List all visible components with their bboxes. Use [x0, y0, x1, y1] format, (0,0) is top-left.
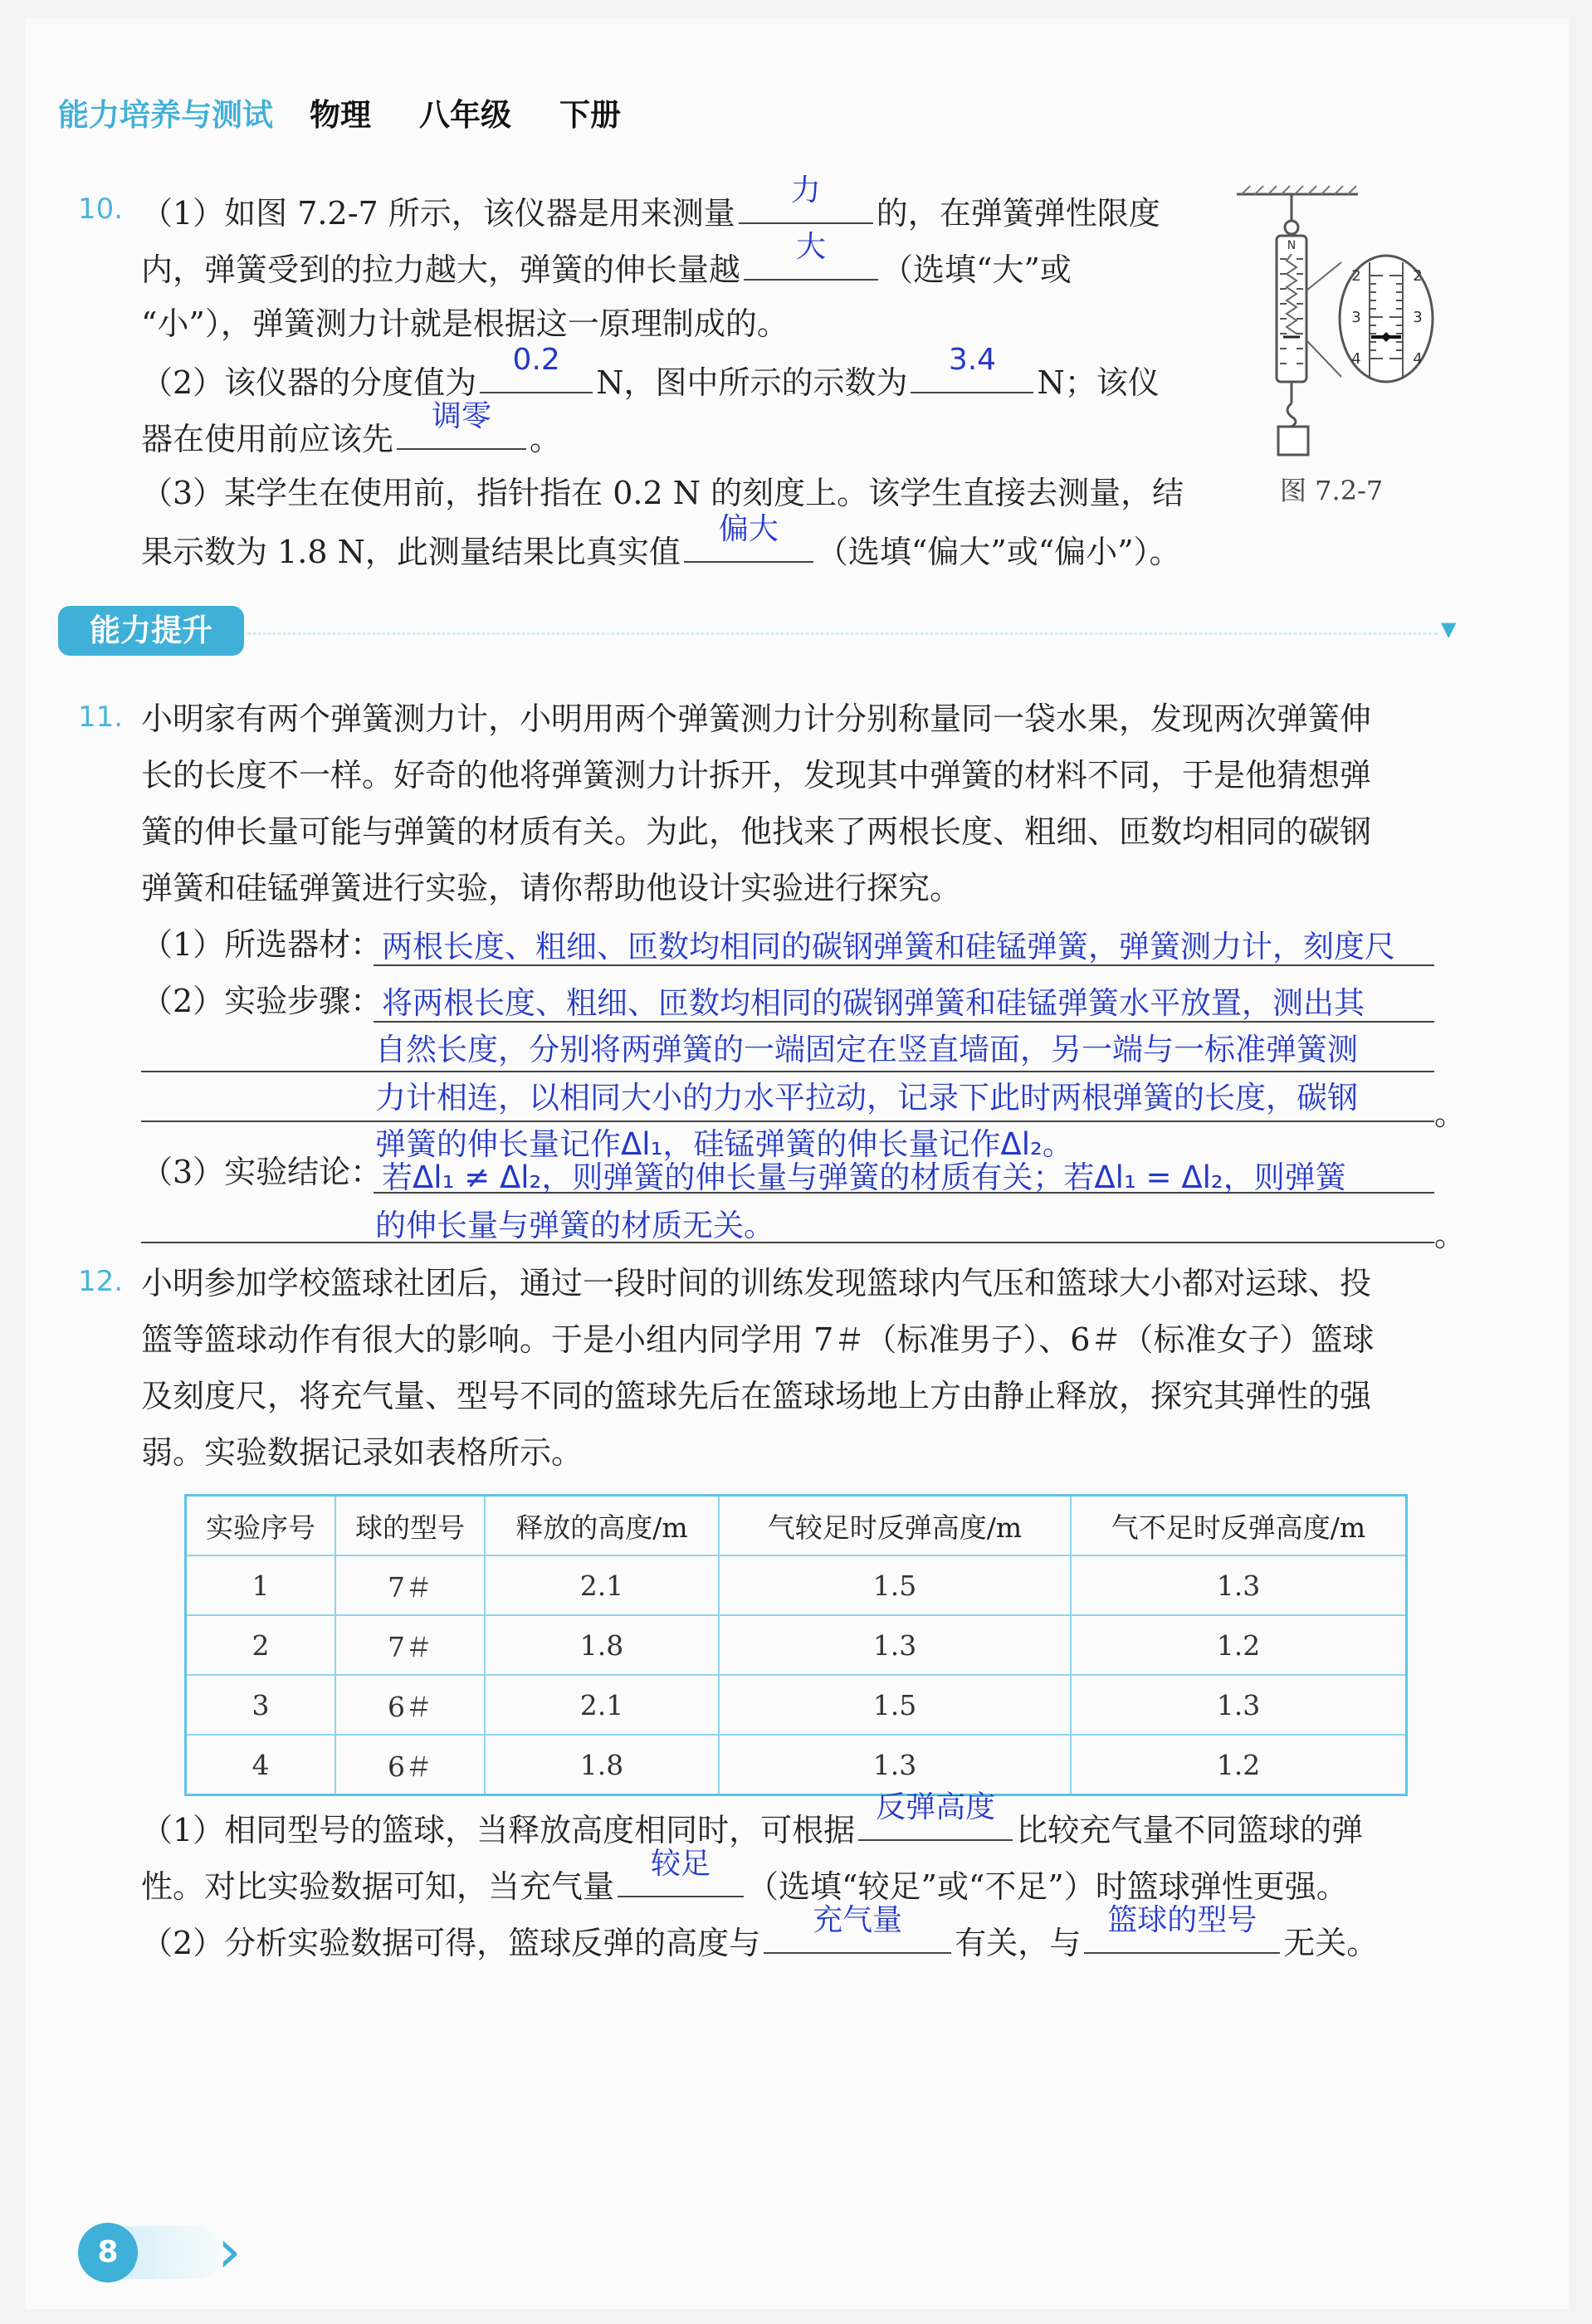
table-row — [186, 1735, 1407, 1795]
handwritten-answer: 若Δl₁ ≠ Δl₂，则弹簧的伸长量与弹簧的材质有关；若Δl₁ = Δl₂，则弹簧 — [382, 1160, 1346, 1195]
answer-blank[interactable] — [1084, 1903, 1280, 1954]
table-header-row — [186, 1496, 1407, 1556]
q10-line-1: （1）如图 7.2-7 所示，该仪器是用来测量 力 的，在弹簧弹性限度 — [141, 184, 1160, 240]
table-cell: 1.2 — [1071, 1615, 1407, 1675]
table-cell: 1.3 — [719, 1735, 1071, 1795]
svg-text:2: 2 — [1413, 267, 1423, 285]
period-mark: 。 — [1434, 1217, 1467, 1253]
column-header: 实验序号 — [186, 1496, 336, 1556]
table-cell: 6＃ — [335, 1675, 485, 1735]
table-cell: 1.3 — [1071, 1555, 1407, 1615]
question-number: 10. — [78, 193, 124, 226]
table-cell: 4 — [186, 1735, 336, 1795]
table-cell: 1.8 — [485, 1615, 719, 1675]
answer-blank[interactable] — [397, 399, 526, 450]
volume-label: 下册 — [559, 97, 621, 133]
handwritten-answer: 篮球的型号 — [1107, 1903, 1257, 1937]
period-mark: 。 — [1434, 1096, 1467, 1132]
handwritten-answer: 自然长度，分别将两弹簧的一端固定在竖直墙面，另一端与一标准弹簧测 — [375, 1032, 1358, 1067]
q10-line-5: 器在使用前应该先 调零 。 — [141, 410, 561, 466]
handwritten-answer: 较足 — [651, 1847, 711, 1881]
answer-blank[interactable] — [911, 343, 1033, 393]
table-cell: 1.3 — [719, 1615, 1071, 1675]
q10-line-6: （3）某学生在使用前，指针指在 0.2 N 的刻度上。该学生直接去测量，结 — [141, 475, 1184, 511]
section-divider — [247, 632, 1438, 635]
figure-caption: 图 7.2-7 — [1280, 475, 1384, 506]
answer-blank[interactable] — [744, 230, 878, 281]
section-title: 能力提升 — [58, 606, 244, 656]
answer-blank[interactable] — [480, 343, 593, 393]
q10-line-2: 内，弹簧受到的拉力越大，弹簧的伸长量越 大 （选填“大”或 — [141, 241, 1072, 296]
answer-line — [141, 1242, 1434, 1243]
handwritten-answer: 3.4 — [948, 343, 997, 377]
q12-sub-line-2: 性。对比实验数据可知，当充气量 较足 （选填“较足”或“不足”）时篮球弹性更强。 — [141, 1858, 1348, 1913]
column-header: 气不足时反弹高度/m — [1071, 1496, 1407, 1556]
q12-sub-line-3: （2）分析实验数据可得，篮球反弹的高度与 充气量 有关，与 篮球的型号 无关。 — [141, 1914, 1378, 1970]
triangle-down-icon: ▼ — [1441, 618, 1457, 641]
table-cell: 3 — [186, 1675, 336, 1735]
q10-line-7: 果示数为 1.8 N，此测量结果比真实值 偏大 （选填“偏大”或“偏小”）。 — [141, 523, 1181, 579]
answer-blank[interactable] — [764, 1903, 951, 1954]
q11-label-steps: （2）实验步骤： — [141, 983, 383, 1019]
handwritten-answer: 弹簧的伸长量记作Δl₁，硅锰弹簧的伸长量记作Δl₂。 — [375, 1126, 1073, 1162]
table-row — [186, 1555, 1407, 1615]
answer-blank[interactable] — [618, 1847, 744, 1897]
q11-para-line: 簧的伸长量可能与弹簧的材质有关。为此，他找来了两根长度、粗细、匝数均相同的碳钢 — [141, 813, 1372, 850]
handwritten-answer: 两根长度、粗细、匝数均相同的碳钢弹簧和硅锰弹簧，弹簧测力计，刻度尺 — [382, 929, 1395, 964]
table-cell: 6＃ — [335, 1735, 485, 1795]
column-header: 气较足时反弹高度/m — [719, 1496, 1071, 1556]
q12-para-line: 及刻度尺，将充气量、型号不同的篮球先后在篮球场地上方由静止释放，探究其弹性的强 — [141, 1378, 1372, 1414]
svg-text:3: 3 — [1413, 309, 1423, 326]
table-cell: 1.8 — [485, 1735, 719, 1795]
table-cell: 1.5 — [719, 1675, 1071, 1735]
handwritten-answer: 调零 — [432, 399, 492, 433]
handwritten-answer: 充气量 — [813, 1903, 903, 1937]
table-row — [186, 1615, 1407, 1675]
book-brand: 能力培养与测试 — [58, 97, 273, 133]
table-cell: 2.1 — [485, 1675, 719, 1735]
chevron-right-icon: › — [217, 2216, 242, 2286]
q10-line-3: “小”），弹簧测力计就是根据这一原理制成的。 — [141, 305, 789, 342]
q11-para-line: 长的长度不一样。好奇的他将弹簧测力计拆开，发现其中弹簧的材料不同，于是他猜想弹 — [141, 757, 1372, 793]
column-header: 释放的高度/m — [485, 1496, 719, 1556]
handwritten-answer: 力 — [790, 173, 821, 208]
table-row — [186, 1675, 1407, 1735]
table-cell: 2.1 — [485, 1555, 719, 1615]
table-cell: 7＃ — [335, 1615, 485, 1675]
handwritten-answer: 偏大 — [718, 512, 779, 546]
svg-text:4: 4 — [1351, 350, 1361, 368]
q12-sub-line-1: （1）相同型号的篮球，当释放高度相同时，可根据 反弹高度 比较充气量不同篮球的弹 — [141, 1801, 1363, 1857]
page-header — [58, 90, 669, 134]
answer-blank[interactable] — [858, 1790, 1013, 1841]
table-cell: 2 — [186, 1615, 336, 1675]
table-cell: 1.3 — [1071, 1675, 1407, 1735]
svg-text:3: 3 — [1351, 309, 1361, 326]
q11-label-conclusion: （3）实验结论： — [141, 1154, 383, 1190]
table-cell: 1.5 — [719, 1555, 1071, 1615]
page-number: 8 — [78, 2223, 138, 2282]
table-cell: 1 — [186, 1555, 336, 1615]
question-number: 12. — [78, 1265, 124, 1298]
q11-para-line: 弹簧和硅锰弹簧进行实验，请你帮助他设计实验进行探究。 — [141, 870, 962, 906]
q12-para-line: 弱。实验数据记录如表格所示。 — [141, 1434, 584, 1471]
q10-line-4: （2）该仪器的分度值为 0.2 N，图中所示的示数为 3.4 N；该仪 — [141, 354, 1160, 409]
q11-label-materials: （1）所选器材： — [141, 926, 383, 963]
svg-text:2: 2 — [1351, 267, 1361, 285]
handwritten-answer: 大 — [796, 230, 827, 264]
handwritten-answer: 力计相连，以相同大小的力水平拉动，记录下此时两根弹簧的长度，碳钢 — [375, 1080, 1358, 1116]
answer-blank[interactable] — [739, 173, 873, 224]
q12-para-line: 篮等篮球动作有很大的影响。于是小组内同学用 7＃（标准男子）、6＃（标准女子）篮球 — [141, 1321, 1375, 1358]
svg-text:4: 4 — [1413, 350, 1423, 368]
table-cell: 1.2 — [1071, 1735, 1407, 1795]
handwritten-answer: 的伸长量与弹簧的材质无关。 — [375, 1208, 774, 1243]
handwritten-answer: 反弹高度 — [876, 1790, 996, 1824]
q12-para-line: 小明参加学校篮球社团后，通过一段时间的训练发现篮球内气压和篮球大小都对运球、投 — [141, 1265, 1372, 1301]
table-cell: 7＃ — [335, 1555, 485, 1615]
subject-label: 物理 — [310, 97, 371, 133]
scale-unit: N — [1287, 239, 1297, 252]
grade-label: 八年级 — [419, 97, 511, 133]
handwritten-answer: 0.2 — [512, 343, 560, 377]
experiment-data-table — [184, 1494, 1408, 1796]
column-header: 球的型号 — [335, 1496, 485, 1556]
handwritten-answer: 将两根长度、粗细、匝数均相同的碳钢弹簧和硅锰弹簧水平放置，测出其 — [382, 985, 1365, 1021]
q11-para-line: 小明家有两个弹簧测力计，小明用两个弹簧测力计分别称量同一袋水果，发现两次弹簧伸 — [141, 701, 1372, 737]
question-number: 11. — [78, 701, 124, 734]
answer-blank[interactable] — [684, 512, 813, 563]
spring-scale-figure — [1225, 183, 1474, 456]
